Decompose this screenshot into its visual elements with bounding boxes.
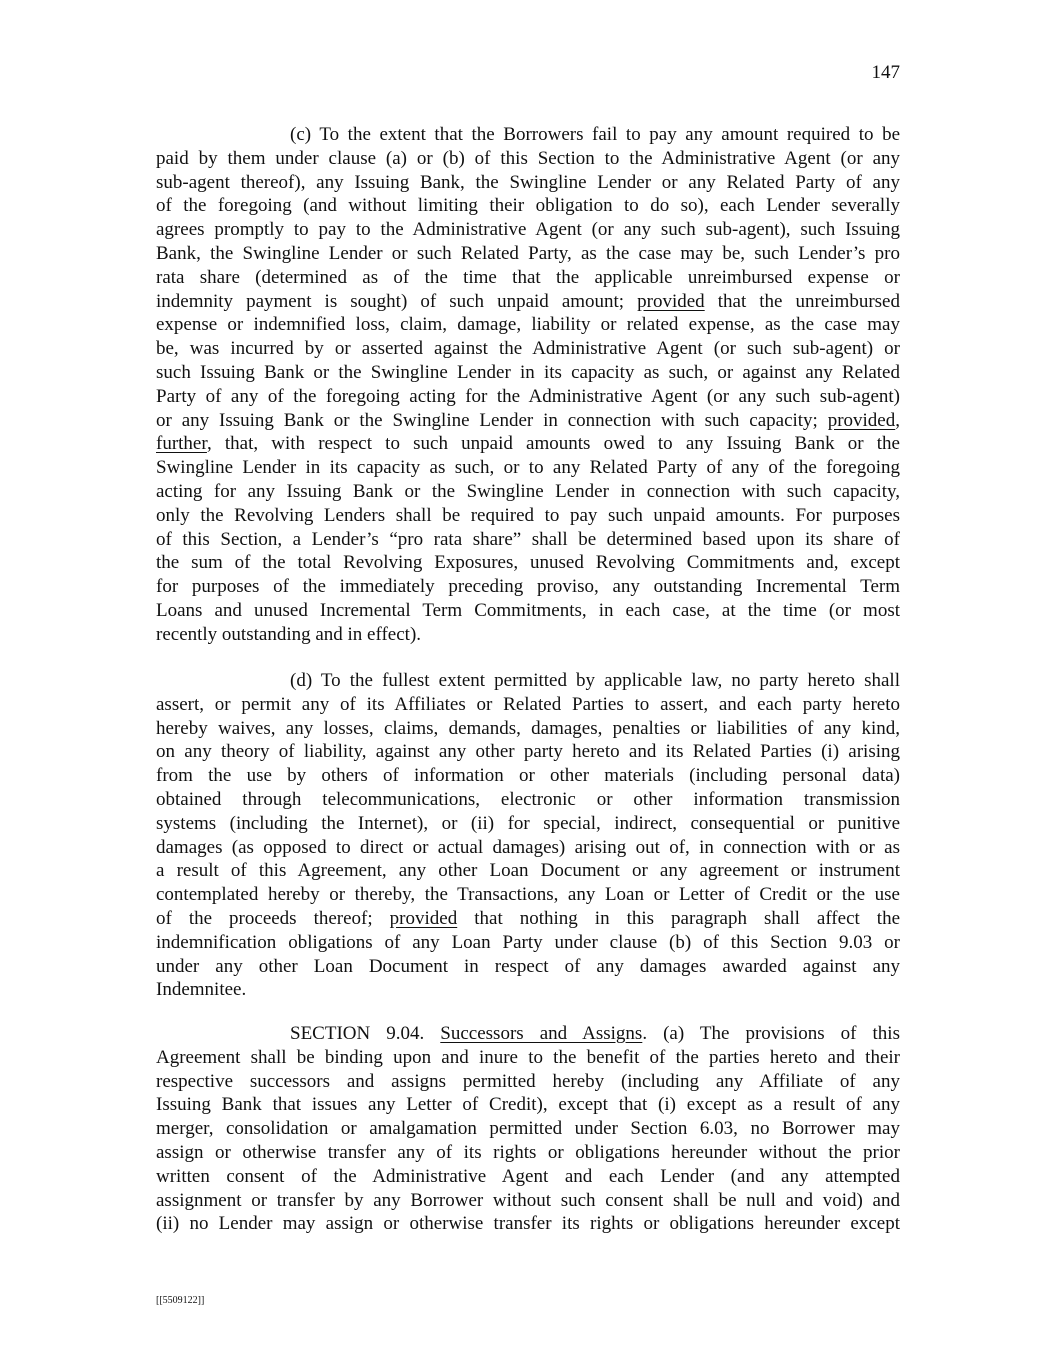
text-segment: assert, or permit any of its Affiliates or Related Parties to assert, and each party hereto — [156, 693, 900, 715]
text-line — [156, 1070, 900, 1094]
text-segment: rata share (determined as of the time that the applicable unreimbursed expense or — [156, 266, 900, 288]
text-segment: or any Issuing Bank or the Swingline Lender in connection with such capacity; — [156, 409, 828, 431]
text-line — [156, 1093, 900, 1117]
text-segment: under any other Loan Document in respect of any damages awarded against any — [156, 955, 900, 977]
text-line — [156, 528, 900, 552]
text-line — [156, 907, 900, 931]
text-segment: (d) To the fullest extent permitted by applicable law, no party hereto shall — [290, 670, 900, 691]
text-line — [156, 409, 900, 433]
text-line — [156, 432, 900, 456]
text-segment: Party of any of the foregoing acting for the Administrative Agent (or any such sub-agent) — [156, 385, 900, 407]
text-segment: SECTION 9.04. — [290, 1023, 441, 1044]
text-line — [156, 1189, 900, 1213]
text-line — [156, 717, 900, 741]
text-segment: Issuing Bank that issues any Letter of Credit), except that (i) except as a result of any — [156, 1094, 900, 1116]
text-line — [156, 313, 900, 337]
text-segment: sub-agent thereof), any Issuing Bank, the Swingline Lender or any Related Party of any — [156, 171, 900, 193]
text-segment: that nothing in this paragraph shall affect the — [457, 907, 900, 929]
text-segment: of the foregoing (and without limiting their obligation to do so), each Lender severally — [156, 195, 900, 217]
text-line — [156, 955, 900, 979]
text-line — [156, 599, 900, 623]
text-line — [156, 931, 900, 955]
text-segment: recently outstanding and in effect). — [156, 623, 422, 645]
text-segment: assignment or transfer by any Borrower without such consent shall be null and void) and — [156, 1189, 900, 1211]
text-line — [156, 883, 900, 907]
text-line — [156, 361, 900, 385]
text-segment: contemplated hereby or thereby, the Transactions, any Loan or Letter of Credit or the use — [156, 884, 900, 906]
paragraph-c — [156, 123, 900, 647]
text-segment: . (a) The provisions of this — [642, 1023, 900, 1044]
text-segment: indemnity payment is sought) of such unpaid amount; — [156, 290, 638, 312]
text-line — [156, 218, 900, 242]
text-line — [156, 242, 900, 266]
text-segment: of the proceeds thereof; — [156, 907, 390, 929]
text-line — [156, 1046, 900, 1070]
text-line — [156, 551, 900, 575]
text-line — [156, 194, 900, 218]
text-segment: the sum of the total Revolving Exposures, unused Revolving Commitments and, except — [156, 552, 900, 574]
text-segment: written consent of the Administrative Agent and each Lender (and any attempted — [156, 1165, 900, 1187]
underlined-term: provided — [389, 907, 458, 929]
text-segment: (ii) no Lender may assign or otherwise transfer its rights or obligations hereunder except — [156, 1213, 900, 1235]
text-segment: , — [895, 409, 900, 431]
text-line — [156, 147, 900, 171]
page-number: 147 — [871, 62, 900, 83]
underlined-term: further — [156, 433, 207, 455]
text-segment: Bank, the Swingline Lender or such Related Party, as the case may be, such Lender’s pro — [156, 242, 900, 264]
text-line — [156, 575, 900, 599]
text-segment: indemnification obligations of any Loan Party under clause (b) of this Section 9.03 or — [156, 931, 900, 953]
text-segment: systems (including the Internet), or (ii) for special, indirect, consequential or punitive — [156, 812, 900, 834]
text-line — [156, 1141, 900, 1165]
text-line — [156, 385, 900, 409]
text-line — [156, 337, 900, 361]
text-segment: merger, consolidation or amalgamation permitted under Section 6.03, no Borrower may — [156, 1118, 900, 1140]
underlined-term: provided — [827, 409, 896, 431]
text-line — [156, 1165, 900, 1189]
paragraph-d — [156, 669, 900, 1002]
text-line — [156, 290, 900, 314]
text-segment: respective successors and assigns permitted hereby (including any Affiliate of any — [156, 1070, 900, 1092]
text-segment: a result of this Agreement, any other Loan Document or any agreement or instrument — [156, 860, 900, 882]
text-segment: hereby waives, any losses, claims, demands, damages, penalties or liabilities of any kind, — [156, 717, 900, 739]
text-segment: paid by them under clause (a) or (b) of this Section to the Administrative Agent (or any — [156, 147, 900, 169]
text-segment: from the use by others of information or other materials (including personal data) — [156, 765, 900, 787]
text-line — [156, 480, 900, 504]
text-line — [156, 504, 900, 528]
text-segment: Agreement shall be binding upon and inure to the benefit of the parties hereto and their — [156, 1046, 900, 1068]
text-line — [156, 1117, 900, 1141]
text-segment: only the Revolving Lenders shall be required to pay such unpaid amounts. For purposes — [156, 504, 900, 526]
footer-document-id: [[5509122]] — [156, 1295, 205, 1306]
text-segment: such Issuing Bank or the Swingline Lender in its capacity as such, or against any Related — [156, 361, 900, 383]
text-line — [156, 266, 900, 290]
text-line — [156, 978, 900, 1002]
text-segment: agrees promptly to pay to the Administrative Agent (or any such sub-agent), such Issuing — [156, 219, 900, 241]
text-segment: assign or otherwise transfer any of its rights or obligations hereunder without the prior — [156, 1141, 900, 1163]
text-line — [156, 859, 900, 883]
text-line — [156, 764, 900, 788]
text-segment: Loans and unused Incremental Term Commitments, in each case, at the time (or most — [156, 599, 900, 621]
text-segment: damages (as opposed to direct or actual damages) arising out of, in connection with or as — [156, 836, 900, 858]
text-line — [156, 788, 900, 812]
text-segment: (c) To the extent that the Borrowers fail to pay any amount required to be — [290, 124, 900, 145]
text-line — [156, 171, 900, 195]
text-line — [156, 669, 900, 693]
text-segment: on any theory of liability, against any other party hereto and its Related Parties (i) arising — [156, 741, 900, 763]
text-line — [156, 812, 900, 836]
text-line — [156, 740, 900, 764]
text-segment: acting for any Issuing Bank or the Swingline Lender in connection with such capacity, — [156, 480, 900, 502]
text-segment: Swingline Lender in its capacity as such, or to any Related Party of any of the foregoing — [156, 457, 900, 479]
text-line — [156, 1022, 900, 1046]
text-segment: Indemnitee. — [156, 979, 247, 1001]
section-9-04 — [156, 1022, 900, 1236]
text-segment: be, was incurred by or asserted against the Administrative Agent (or such sub-agent) or — [156, 338, 900, 360]
text-segment: that the unreimbursed — [704, 290, 900, 312]
text-segment: for purposes of the immediately preceding proviso, any outstanding Incremental Term — [156, 576, 900, 598]
underlined-term: Successors and Assigns — [440, 1023, 643, 1044]
text-line — [156, 456, 900, 480]
text-segment: , that, with respect to such unpaid amounts owed to any Issuing Bank or the — [206, 433, 900, 455]
text-segment: expense or indemnified loss, claim, damage, liability or related expense, as the case may — [156, 314, 900, 336]
text-line — [156, 623, 900, 647]
text-segment: obtained through telecommunications, electronic or other information transmission — [156, 788, 900, 810]
text-line — [156, 693, 900, 717]
text-segment: of this Section, a Lender’s “pro rata share” shall be determined based upon its share of — [156, 528, 900, 550]
text-line — [156, 123, 900, 147]
underlined-term: provided — [637, 290, 705, 312]
text-line — [156, 836, 900, 860]
text-line — [156, 1212, 900, 1236]
